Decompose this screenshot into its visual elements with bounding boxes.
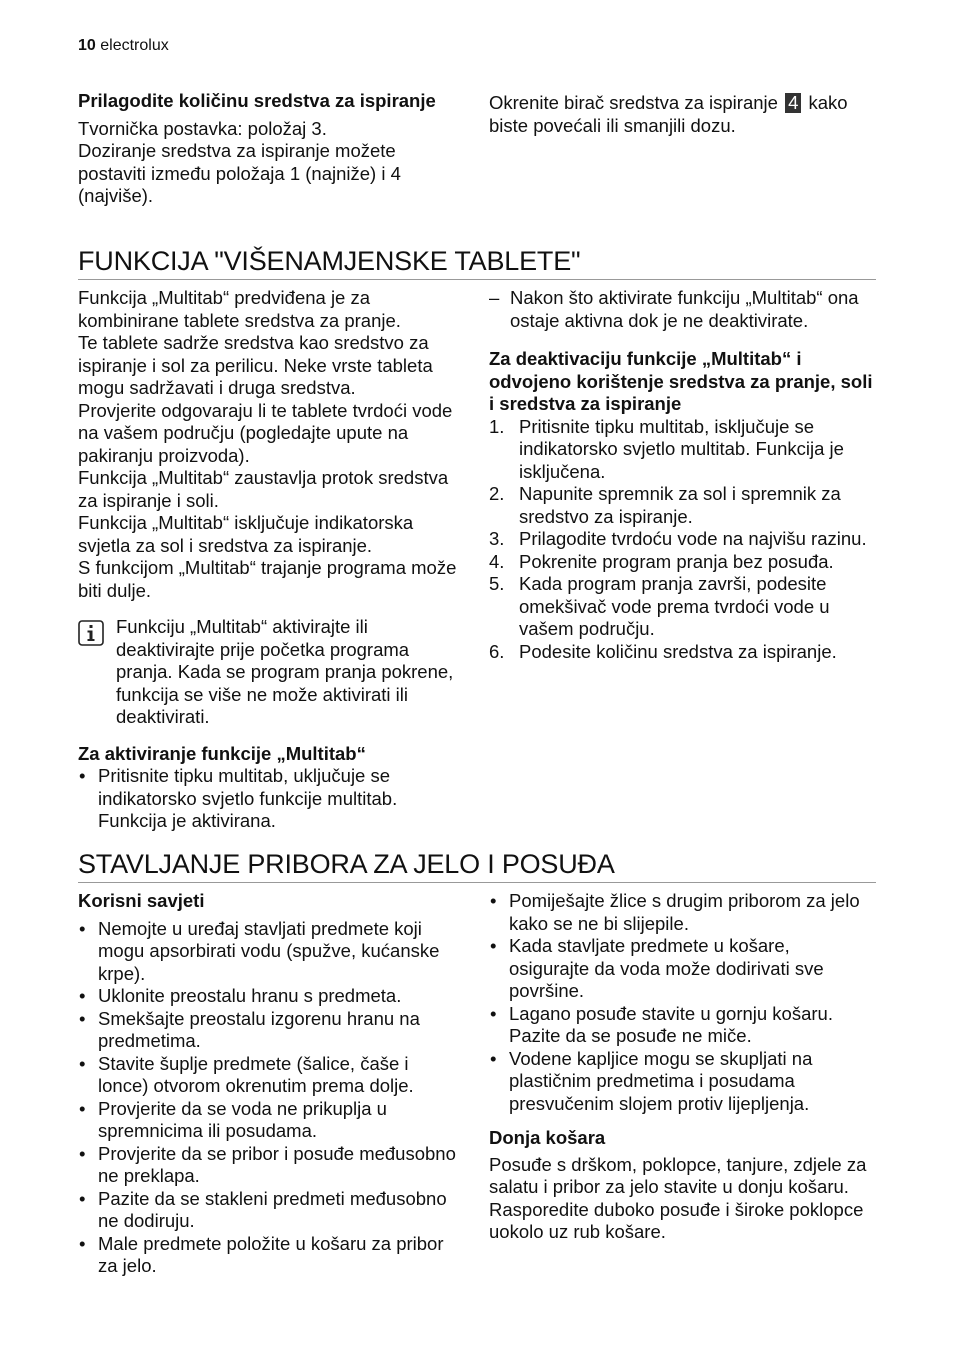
lower-basket-text: Posuđe s drškom, poklopce, tanjure, zdjele za salatu i pribor za jelo stavite u donju košaru. Rasporedite duboko posuđe i široke poklopce uokolo uz rub košare. [489,1153,867,1242]
list-item: • Provjerite da se pribor i posuđe međusobno ne preklapa. [78,1143,463,1188]
brand-name: electrolux [100,37,169,54]
step-number: 1. [489,415,505,437]
step-text: Kada program pranja završi, podesite omekšivač vode prema tvrdoći vode u vašem području. [519,573,830,639]
multitab-paragraph: S funkcijom „Multitab“ trajanje programa može biti dulje. [78,557,457,601]
info-icon [78,620,104,646]
activate-heading: Za aktiviranje funkcije „Multitab“ [78,742,366,764]
list-item: • Kada stavljate predmete u košare, osigurajte da voda može dodirivati sve površine. [489,935,875,1003]
multitab-right-column [489,287,875,663]
step-number: 5. [489,573,505,594]
tips-list-right [489,890,875,1115]
rinse-aid-instruction-after: kako biste povećali ili smanjili dozu. [489,92,848,136]
list-item [489,483,875,528]
section-title-loading: STAVLJANJE PRIBORA ZA JELO I POSUĐA [78,848,876,883]
step-number: 3. [489,528,505,549]
tips-heading: Korisni savjeti [78,890,205,911]
list-item: • Stavite šuplje predmete (šalice, čaše i lonce) otvorom okrenutim prema dolje. [78,1053,463,1098]
step-number: 6. [489,640,505,662]
list-item: • Pritisnite tipku multitab, uključuje se indikatorsko svjetlo funkcije multitab. Funkcija je aktivirana. [78,765,463,833]
multitab-paragraph: Funkcija „Multitab“ isključuje indikatorska svjetla za sol i sredstva za ispiranje. [78,512,414,556]
multitab-left-column [78,287,463,833]
step-text: Podesite količinu sredstva za ispiranje. [519,640,837,662]
info-note [78,616,463,729]
loading-right-column [489,890,875,1244]
rinse-aid-left [78,90,463,208]
dial-number-badge: 4 [785,93,801,113]
list-item [489,551,875,574]
step-text: Pokrenite program pranja bez posuđa. [519,550,834,572]
deactivate-heading: Za deaktivaciju funkcije „Multitab“ i odvojeno korištenje sredstva za pranje, soli i sredstva za ispiranje [489,348,873,414]
multitab-paragraph: Provjerite odgovaraju li te tablete tvrdoći vode na vašem području (pogledajte upute na pakiranju proizvoda). [78,399,453,466]
rinse-aid-factory-setting: Tvornička postavka: položaj 3. [78,117,327,139]
list-item: • Lagano posuđe stavite u gornju košaru. Pazite da se posuđe ne miče. [489,1003,875,1048]
dash-list [489,287,875,332]
list-item: • Male predmete položite u košaru za pribor za jelo. [78,1233,463,1278]
step-text: Pritisnite tipku multitab, isključuje se indikatorsko svjetlo multitab. Funkcija je isključena. [519,415,844,482]
list-item: • Pazite da se stakleni predmeti međusobno ne dodiruju. [78,1188,463,1233]
list-item [489,416,875,484]
list-item: • Nemojte u uređaj stavljati predmete koji mogu apsorbirati vodu (spužve, kućanske krpe). [78,918,463,986]
list-item: • Provjerite da se voda ne prikuplja u spremnicima ili posudama. [78,1098,463,1143]
activate-list [78,765,463,833]
step-text: Napunite spremnik za sol i spremnik za sredstvo za ispiranje. [519,483,841,527]
list-item [489,641,875,664]
list-item [489,528,875,551]
list-item: • Pomiješajte žlice s drugim priborom za jelo kako se ne bi slijepile. [489,890,875,935]
step-text: Prilagodite tvrdoću vode na najvišu razinu. [519,528,867,549]
loading-left-column [78,890,463,1278]
rinse-aid-range: Doziranje sredstva za ispiranje možete postaviti između položaja 1 (najniže) i 4 (najviše). [78,140,401,206]
tips-list-left [78,918,463,1278]
multitab-paragraph: Te tablete sadrže sredstva kao sredstvo za ispiranje i sol za perilicu. Neke vrste tableta mogu sadržavati i druga sredstva. [78,332,433,398]
list-item: – Nakon što aktivirate funkciju „Multitab“ ona ostaje aktivna dok je ne deaktivirate. [469,287,875,332]
multitab-paragraph: Funkcija „Multitab“ predviđena je za kombinirane tablete sredstva za pranje. [78,287,401,331]
rinse-aid-heading: Prilagodite količinu sredstva za ispiranje [78,90,436,111]
info-note-text: Funkciju „Multitab“ aktivirajte ili deaktivirajte prije početka programa pranja. Kada se program pranja pokrene, funkcija se više ne može aktivirati ili deaktivirati. [116,616,454,727]
rinse-aid-right [489,92,875,137]
list-item [489,573,875,641]
rinse-aid-instruction [489,92,875,137]
deactivate-steps [489,416,875,664]
list-item: • Vodene kapljice mogu se skupljati na plastičnim predmetima i posudama presvučenim slojem protiv lijepljenja. [489,1048,875,1116]
list-item: • Uklonite preostalu hranu s predmeta. [78,985,463,1008]
multitab-paragraph: Funkcija „Multitab“ zaustavlja protok sredstva za ispiranje i soli. [78,467,449,511]
step-number: 4. [489,550,505,572]
list-item: • Smekšajte preostalu izgorenu hranu na predmetima. [78,1008,463,1053]
lower-basket-heading: Donja košara [489,1127,606,1148]
section-title-multitab: FUNKCIJA "VIŠENAMJENSKE TABLETE" [78,245,876,280]
page-header [78,36,169,56]
page-number: 10 [78,37,96,54]
rinse-aid-instruction-before: Okrenite birač sredstva za ispiranje [489,92,778,113]
step-number: 2. [489,483,505,504]
